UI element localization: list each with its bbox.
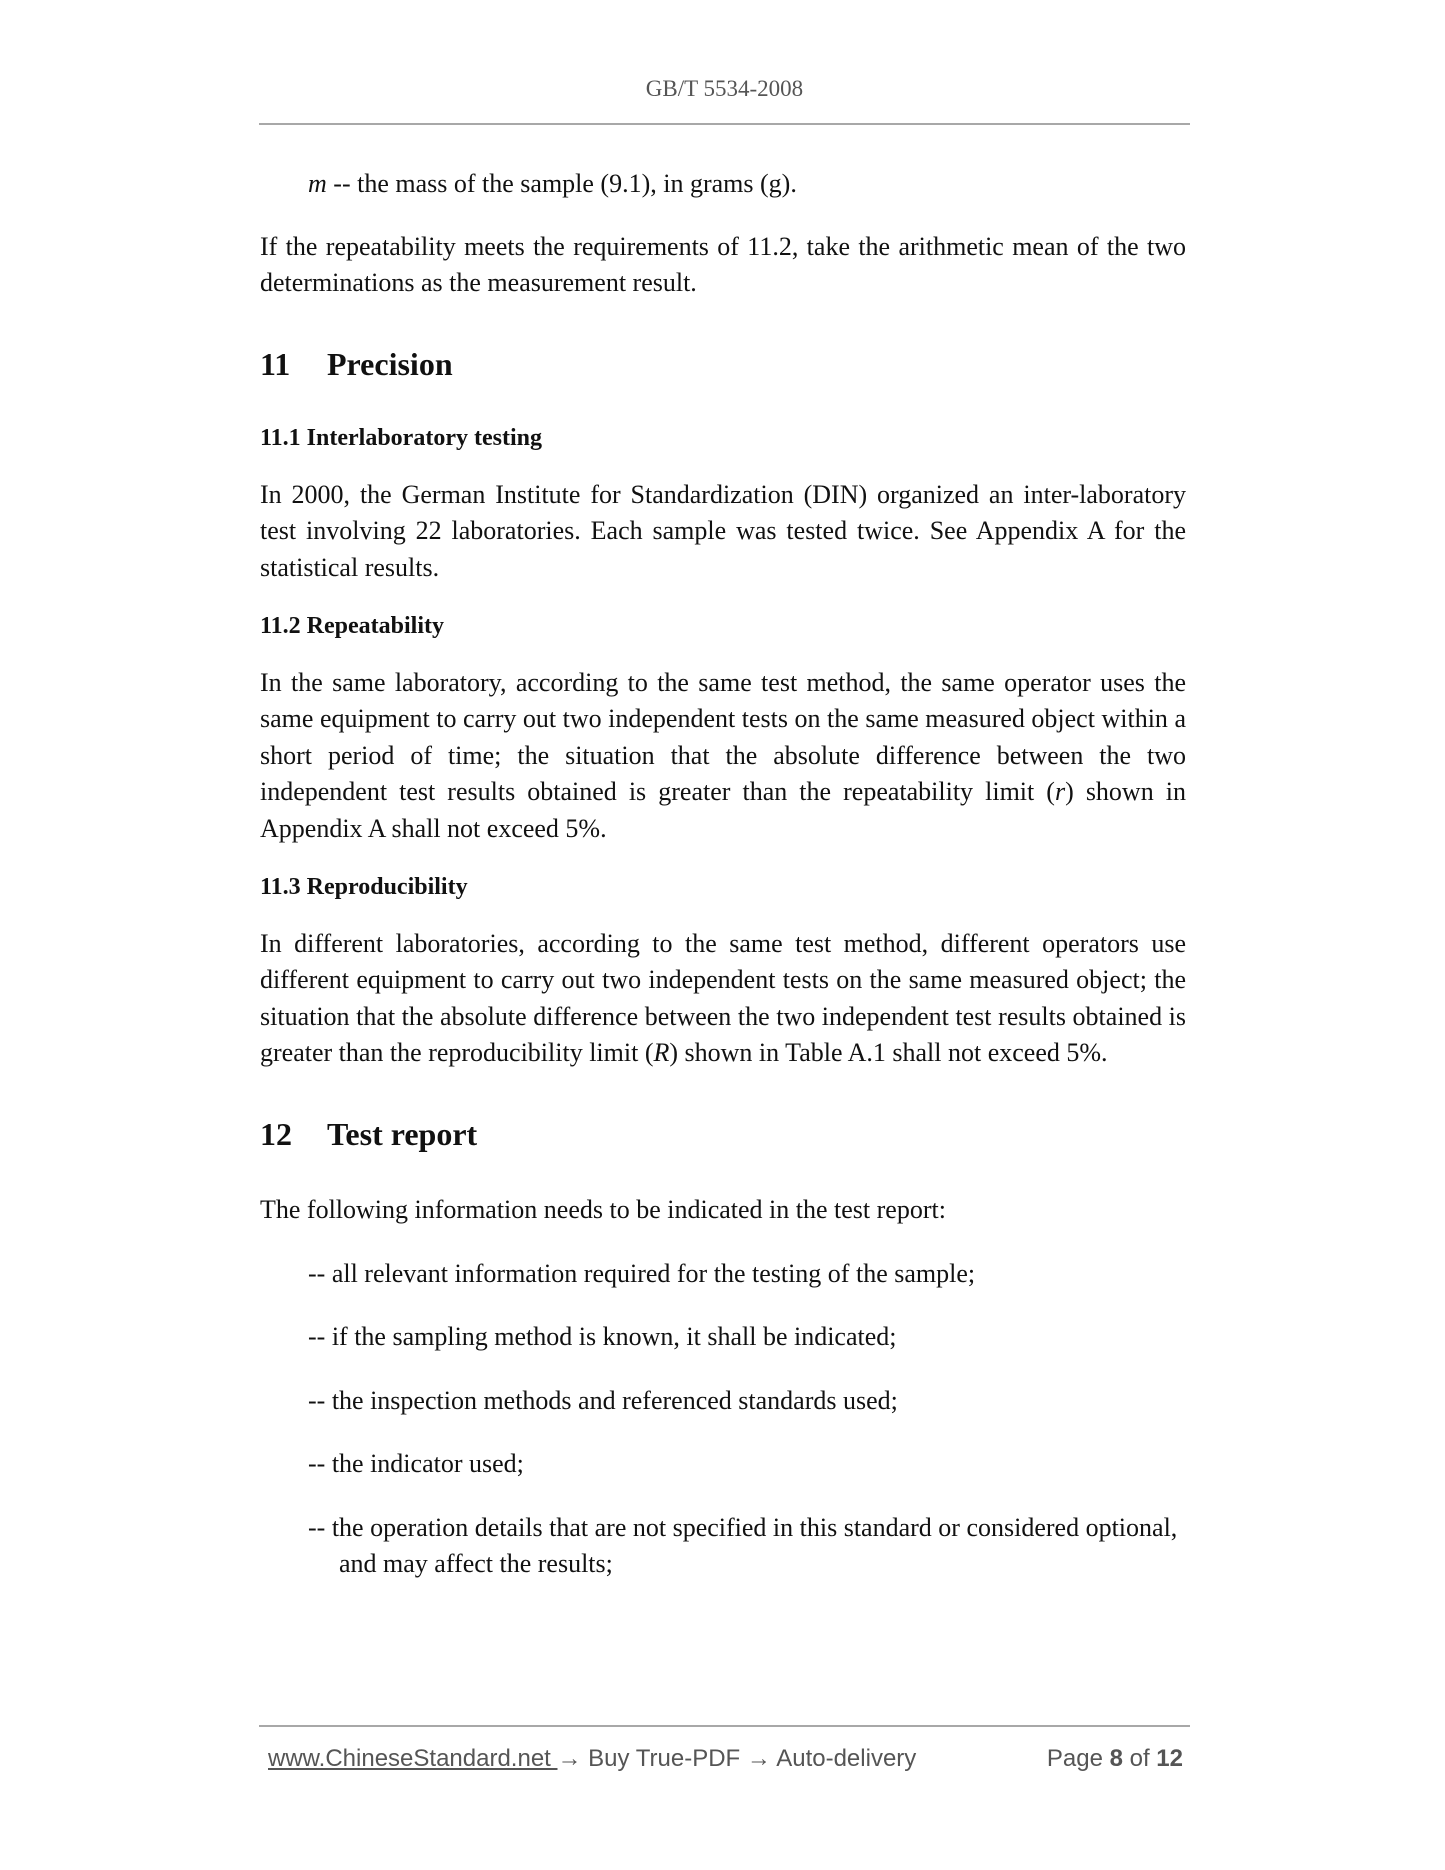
list-item: -- if the sampling method is known, it shall be indicated; [308,1322,897,1352]
section-12-heading [260,1114,1186,1154]
page-content [260,166,1186,1583]
section-title: Test report [327,1115,478,1152]
footer-divider [259,1725,1190,1727]
page-indicator [1047,1745,1183,1773]
list-item: -- all relevant information required for the testing of the sample; [308,1258,976,1288]
variable-description: -- the mass of the sample (9.1), in grams (g). [326,169,797,198]
arrow-right-icon: → [557,1745,582,1772]
variable-definition [260,166,1186,203]
variable-symbol: m [308,169,327,198]
repeatability-symbol: r [1054,777,1066,807]
footer-step-delivery: Auto-delivery [770,1745,917,1772]
section-number: 11 [260,345,291,382]
chinesestandard-link[interactable]: www.ChineseStandard.net [268,1745,558,1772]
page-current: 8 [1109,1745,1123,1772]
test-report-intro: The following information needs to be indicated in the test report: [260,1194,946,1224]
section-title: Precision [327,345,453,382]
page-footer [268,1745,1183,1775]
subsection-11-1-text: In 2000, the German Institute for Standardization (DIN) organized an inter-laboratory test involving 22 laboratories. Each sample was tested twice. See Appendix A for the statistical results. [260,479,1186,582]
subsection-11-1-heading: 11.1 Interlaboratory testing [260,424,542,451]
list-item [260,1510,1186,1583]
subsection-11-3-text [260,926,1186,1072]
footer-promo [268,1745,916,1773]
list-item: -- the indicator used; [308,1449,524,1479]
list-item-continuation: and may affect the results; [339,1549,613,1579]
reproducibility-symbol: R [653,1038,670,1068]
text-segment: In different laboratories, according to the same test method, different operators use different equipment to carry out two independent tests on the same measured object; the situation that the absolute difference between the two independent test results obtained is greater than the reproducibility limit ( [260,928,1186,1068]
list-item-line: -- the operation details that are not specified in this standard or considered optional, [308,1512,1178,1542]
subsection-11-2-heading: 11.2 Repeatability [260,612,444,639]
document-id-header: GB/T 5534-2008 [645,76,804,101]
section-11-heading [260,344,1186,384]
result-paragraph: If the repeatability meets the requirements of 11.2, take the arithmetic mean of the two determinations as the measurement result. [260,231,1186,298]
text-segment: In the same laboratory, according to the same test method, the same operator uses the same equipment to carry out two independent tests on the same measured object within a short period of time; the situation that the absolute difference between the two independent test results obtained is greater than the repeatability limit ( [260,667,1186,807]
text-segment: ) shown in Appendix A shall not exceed 5%. [260,777,1186,843]
page-of-label: of [1122,1745,1157,1772]
arrow-right-icon: → [746,1745,771,1772]
text-segment: ) shown in Table A.1 shall not exceed 5%. [669,1038,1108,1068]
footer-step-buy: Buy True-PDF [581,1745,747,1772]
page-label: Page [1046,1745,1110,1772]
page-total: 12 [1156,1745,1183,1772]
list-item: -- the inspection methods and referenced standards used; [308,1385,898,1415]
section-number: 12 [260,1115,292,1152]
subsection-11-2-text [260,665,1186,848]
subsection-11-3-heading: 11.3 Reproducibility [260,873,468,900]
header-divider [259,123,1190,125]
